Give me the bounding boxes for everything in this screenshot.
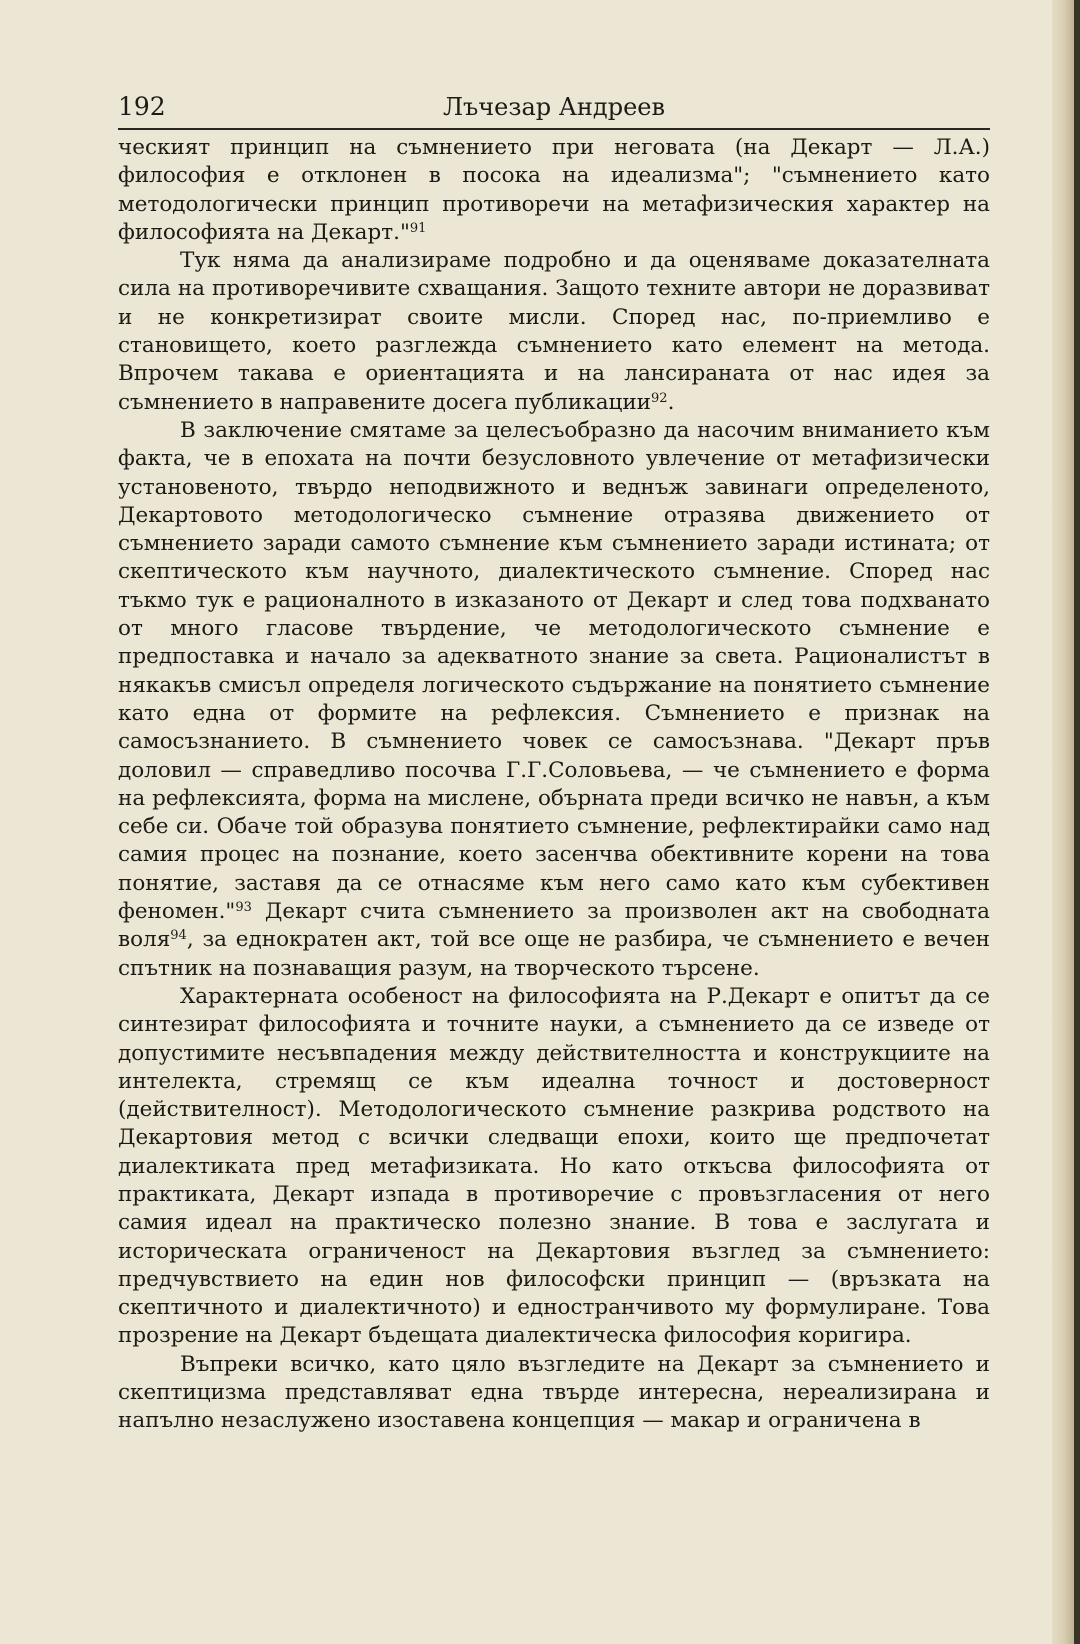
- paragraph: Тук няма да анализираме подробно и да оценяваме доказателната сила на противоречивите схващания. Защото техните автори не доразвиват и не конкретизират своите мисли. Според нас, по-приемливо е становището, което разглежда съмнението като елемент на метода. Впрочем такава е ориентацията и на лансираната от нас идея за съмнението в направените досега публикации$^{92}$.: [118, 248, 990, 415]
- paragraph: В заключение смятаме за целесъобразно да насочим вниманието към факта, че в епохата на почти безусловното увлечение от метафизически установеното, твърдо неподвижното и веднъж завинаги определеното, Декартовото методологическо съмнение отразява движението от съмнението заради самото съмнение към съмнението заради истината; от скептическото към научното, диалектическото съмнение. Според нас тъкмо тук е рационалното в изказаното от Декарт и след това подхванато от много гласове твърдение, че методологическото съмнение е предпоставка и начало за адекватното знание за света. Рационалистът в някакъв смисъл определя логическото съдържание на понятието съмнение като една от формите на рефлексия. Съмнението е признак на самосъзнанието. В съмнението човек се самосъзнава. "Декарт пръв доловил — справедливо посочва Г.Г.Соловьева, — че съмнението е форма на рефлексията, форма на мислене, обърната преди всичко не навън, а към себе си. Обаче той образува понятието съмнение, рефлектирайки само над самия процес на познание, което засенчва обективните корени на това понятие, заставя да се отнасяме към него само като към субективен феномен."$^{93}$ Декарт счита съмнението за произволен акт на свободната воля$^{94}$, за еднократен акт, той все още не разбира, че съмнението е вечен спътник на познаващия разум, на творческото търсене.: [118, 417, 990, 981]
- page-edge-shadow: [1074, 0, 1080, 1644]
- page-header: [118, 92, 990, 130]
- page-number: 192: [118, 92, 166, 121]
- paragraph: Въпреки всичко, като цяло възгледите на Декарт за съмнението и скептицизма представляват една твърде интересна, нереализирана и напълно незаслужено изоставена концепция — макар и ограничена в: [118, 1351, 990, 1434]
- body-text: [118, 134, 990, 1436]
- paragraph: Характерната особеност на философията на Р.Декарт е опитът да се синтезират философията и точните науки, а съмнението да се изведе от допустимите несъвпадения между действителността и конструкциите на интелекта, стремящ се към идеална точност и достоверност (действителност). Методологическото съмнение разкрива родството на Декартовия метод с всички следващи епохи, които ще предпочетат диалектиката пред метафизиката. Но като откъсва философията от практиката, Декарт изпада в противоречие с провъзгласения от него самия идеал на практическо полезно знание. В това е заслугата и историческата ограниченост на Декартовия възглед за съмнението: предчувствието на един нов философски принцип — (връзката на скептичното и диалектичното) и едностранчивото му формулиране. Това прозрение на Декарт бъдещата диалектическа философия коригира.: [118, 983, 990, 1349]
- footnote-ref: 91: [409, 220, 427, 236]
- footnote-ref: 93: [235, 900, 252, 916]
- running-head: Лъчезар Андреев: [443, 93, 665, 121]
- footnote-ref: 92: [651, 390, 668, 406]
- footnote-ref: 94: [170, 928, 187, 944]
- paragraph: ческият принцип на съмнението при неговата (на Декарт — Л.А.) философия е отклонен в посока на идеализма"; "съмнението като методологически принцип противоречи на метафизическия характер на философията на Декарт."$^{91}$: [118, 135, 990, 245]
